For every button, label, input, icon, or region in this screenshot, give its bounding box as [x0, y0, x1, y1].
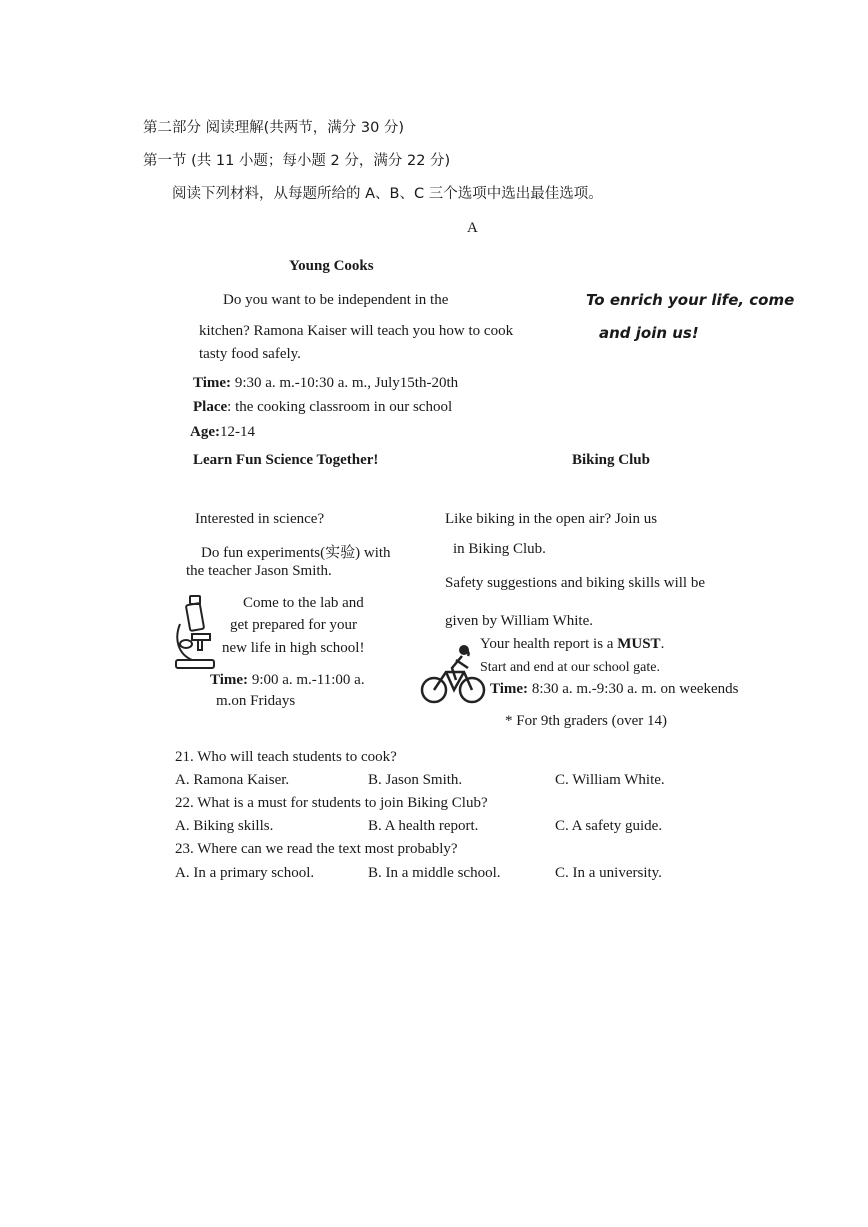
science-time-value: 9:00 a. m.-11:00 a. [251, 672, 365, 688]
young-cooks-time-label: Time: [193, 375, 232, 391]
biking-health-text: Your health report is a [480, 636, 618, 652]
biking-title: Biking Club [572, 452, 650, 468]
young-cooks-place [193, 399, 452, 416]
microscope-icon [172, 594, 218, 674]
young-cooks-place-value: : the cooking classroom in our school [227, 399, 453, 415]
biking-period: . [660, 636, 665, 652]
instruction-text: 阅读下列材料，从每题所给的 A、B、C 三个选项中选出最佳选项。 [172, 186, 603, 202]
biking-time-label: Time: [490, 681, 529, 697]
biking-time [490, 681, 738, 698]
slogan-line1: To enrich your life, come [586, 291, 795, 309]
q22-option-c: C. A safety guide. [555, 818, 663, 834]
science-line1: Interested in science? [195, 511, 325, 527]
biking-time-value: 8:30 a. m.-9:30 a. m. on weekends [531, 681, 739, 697]
young-cooks-line1: Do you want to be independent in the [223, 292, 449, 308]
part-heading: 第二部分 阅读理解(共两节，满分 30 分) [143, 120, 405, 136]
young-cooks-line3: tasty food safely. [199, 346, 301, 362]
slogan-line2: and join us! [599, 324, 699, 342]
q21-option-c: C. William White. [555, 772, 665, 788]
passage-letter: A [467, 220, 478, 236]
question-22: 22. What is a must for students to join Biking Club? [175, 795, 488, 811]
q23-option-c: C. In a university. [555, 865, 662, 881]
science-time-label: Time: [210, 672, 249, 688]
biking-note: * For 9th graders (over 14) [505, 713, 668, 729]
science-line6: new life in high school! [222, 640, 365, 656]
biking-health-line [480, 636, 664, 653]
science-line3: the teacher Jason Smith. [186, 563, 332, 579]
science-line5: get prepared for your [230, 617, 358, 633]
science-title: Learn Fun Science Together! [193, 452, 379, 468]
q21-option-b: B. Jason Smith. [368, 772, 463, 788]
young-cooks-age [190, 424, 255, 441]
science-time [210, 672, 365, 689]
q21-option-a: A. Ramona Kaiser. [175, 772, 290, 788]
science-line2: Do fun experiments(实验) with [201, 545, 391, 561]
biking-must: MUST [617, 636, 661, 652]
young-cooks-age-label: Age: [190, 424, 220, 440]
question-21: 21. Who will teach students to cook? [175, 749, 397, 765]
young-cooks-time [193, 375, 458, 392]
young-cooks-title: Young Cooks [289, 258, 374, 274]
biking-line4: given by William White. [445, 613, 593, 629]
biking-line3: Safety suggestions and biking skills will be [445, 575, 705, 591]
biking-line1: Like biking in the open air? Join us [445, 511, 658, 527]
young-cooks-time-value: 9:30 a. m.-10:30 a. m., July15th-20th [234, 375, 459, 391]
young-cooks-age-value: 12-14 [220, 424, 255, 440]
section-heading: 第一节 (共 11 小题；每小题 2 分，满分 22 分) [143, 153, 451, 169]
question-23: 23. Where can we read the text most probably? [175, 841, 458, 857]
q22-option-b: B. A health report. [368, 818, 479, 834]
young-cooks-line2: kitchen? Ramona Kaiser will teach you how to cook [199, 323, 514, 339]
q23-option-a: A. In a primary school. [175, 865, 315, 881]
science-time-value2: m.on Fridays [216, 693, 296, 709]
q23-option-b: B. In a middle school. [368, 865, 501, 881]
young-cooks-place-label: Place [193, 399, 228, 415]
q22-option-a: A. Biking skills. [175, 818, 274, 834]
science-line4: Come to the lab and [243, 595, 364, 611]
cyclist-icon [420, 640, 486, 706]
biking-line6: Start and end at our school gate. [480, 660, 661, 675]
biking-line2: in Biking Club. [453, 541, 546, 557]
